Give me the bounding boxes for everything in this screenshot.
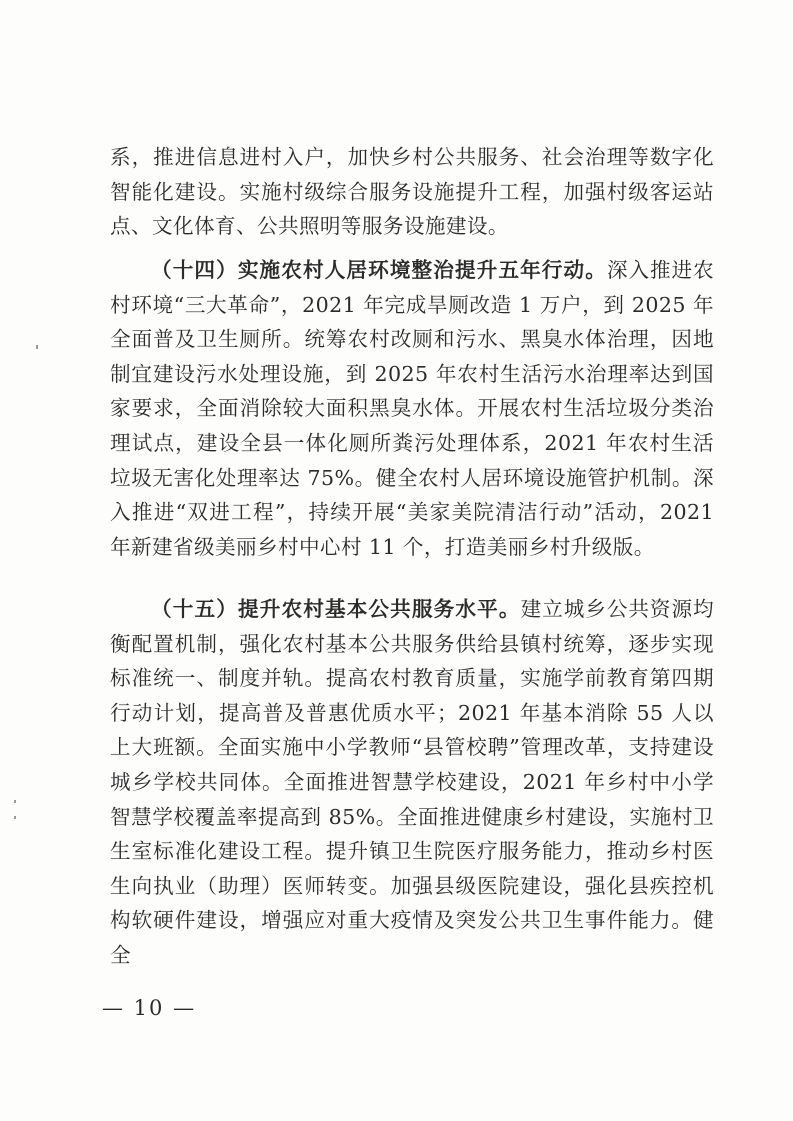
- page-number: — 10 —: [102, 996, 197, 1020]
- scan-speck: [14, 816, 16, 819]
- scan-speck: [14, 800, 16, 803]
- paragraph-continuation: 系，推进信息进村入户，加快乡村公共服务、社会治理等数字化智能化建设。实施村级综合服务设施提升工程，加强村级客运站点、文化体育、公共照明等服务设施建设。: [110, 145, 714, 239]
- section-15-body: 建立城乡公共资源均衡配置机制，强化农村基本公共服务供给县镇村统筹，逐步实现标准统一、制度并轨。提高农村教育质量，实施学前教育第四期行动计划，提高普及普惠优质水平；2021 年基本消除 55 人以上大班额。全面实施中小学教师“县管校聘”管理改革，支持建设城乡学校共同体。全面推进智慧学校建设，2021 年乡村中小学智慧学校覆盖率提高到 85%。全面推进健康乡村建设，实施村卫生室标准化建设工程。提升镇卫生院医疗服务能力，推动乡村医生向执业（助理）医师转变。加强县级医院建设，强化县疾控机构软硬件建设，增强应对重大疫情及突发公共卫生事件能力。健全: [110, 597, 714, 967]
- section-14-body: 深入推进农村环境“三大革命”，2021 年完成旱厕改造 1 万户，到 2025 年全面普及卫生厕所。统筹农村改厕和污水、黑臭水体治理，因地制宜建设污水处理设施，到 2025 年农村生活污水治理率达到国家要求，全面消除较大面积黑臭水体。开展农村生活垃圾分类治理试点，建设全县一体化厕所粪污处理体系，2021 年农村生活垃圾无害化处理率达 75%。健全农村人居环境设施管护机制。深入推进“双进工程”，持续开展“美家美院清洁行动”活动，2021 年新建省级美丽乡村中心村 11 个，打造美丽乡村升级版。: [110, 258, 714, 559]
- section-15-heading: （十五）提升农村基本公共服务水平。: [151, 597, 521, 621]
- paragraph-section-14: [110, 253, 714, 564]
- section-14-heading: （十四）实施农村人居环境整治提升五年行动。: [151, 258, 607, 282]
- paragraph-section-15: [110, 592, 714, 973]
- scan-speck: [36, 345, 38, 349]
